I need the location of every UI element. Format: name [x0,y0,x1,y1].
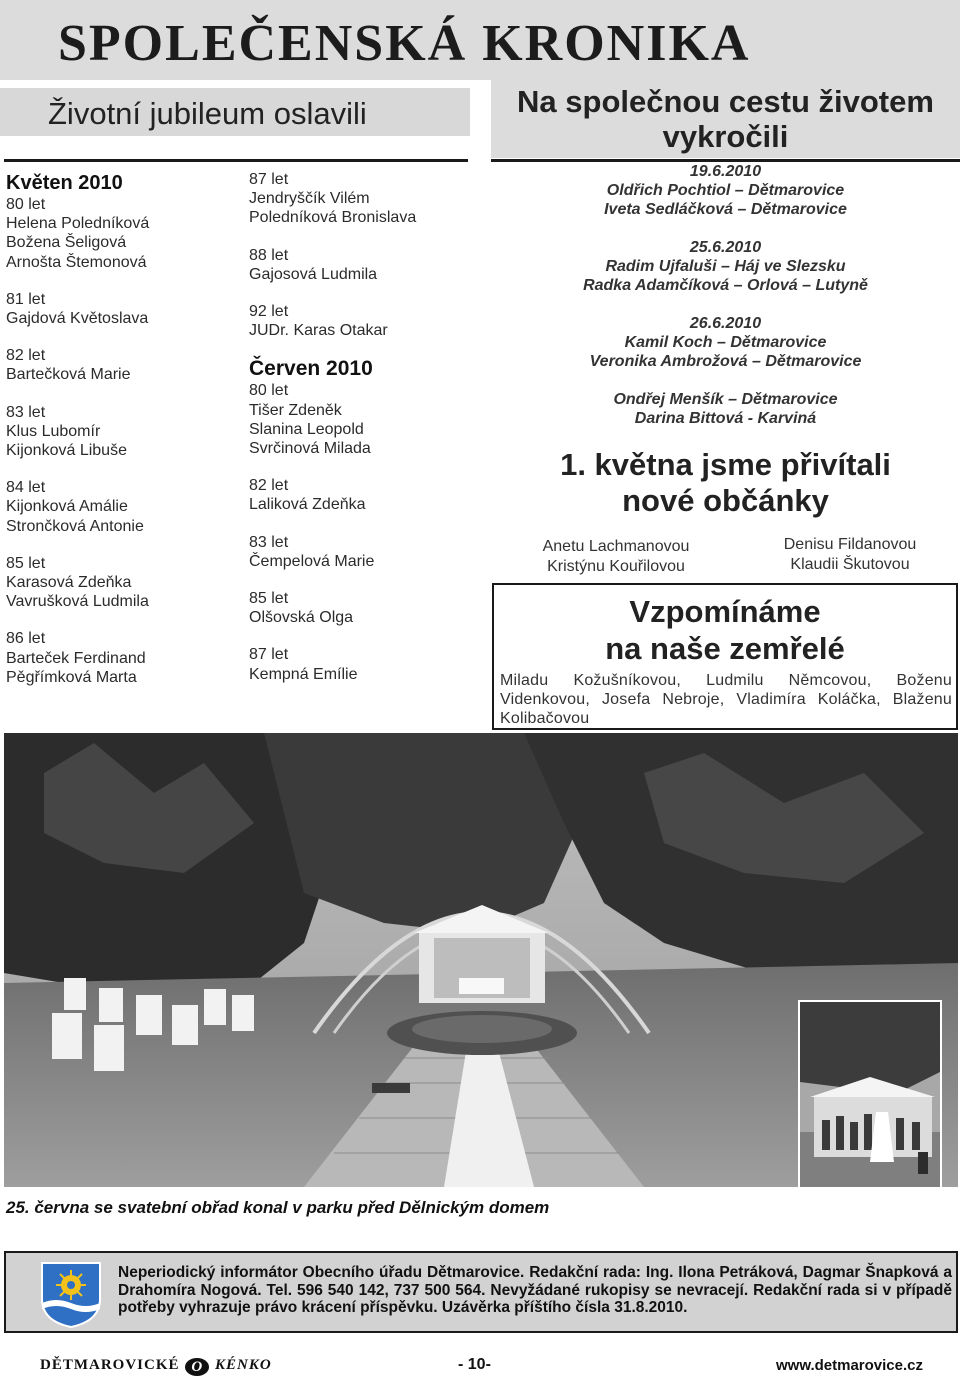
month-heading: Květen 2010 [6,172,123,194]
month-heading: Červen 2010 [249,357,373,381]
weddings-title-line: Na společnou cestu životem [517,84,934,119]
jubilant-name: JUDr. Karas Otakar [249,322,388,340]
wedding-partner: Darina Bittová - Karviná [634,410,817,427]
age-label: 86 let [6,630,46,648]
page-number: - 10- [458,1356,491,1373]
wedding-date: 19.6.2010 [689,163,762,180]
memorial-box [492,583,958,730]
jubilee-group [249,645,474,683]
wedding-entry [491,314,960,371]
newborn-name: Kristýnu Kouřilovou [547,557,685,575]
wedding-partner: Radim Ujfaluši – Háj ve Slezsku [605,258,846,275]
brand-o-logo: O [185,1358,209,1376]
jubilee-group [249,476,474,514]
jubilant-name: Tišer Zdeněk [249,401,342,419]
wedding-entry [491,238,960,295]
jubilant-name: Božena Šeligová [6,234,127,252]
jubilee-list [249,170,474,340]
jubilant-name: Jendryščík Vilém [249,190,370,208]
age-label: 82 let [6,347,46,365]
age-label: 88 let [249,246,289,264]
wedding-ceremony-photo [798,1000,942,1189]
inset-photo-illustration [800,1002,940,1187]
brand-prefix: DĚTMAROVICKÉ [40,1357,180,1373]
wedding-entry [491,162,960,219]
jubilant-name: Čempelová Marie [249,552,375,570]
photo-caption: 25. června se svatební obřad konal v parku před Dělnickým domem [6,1198,550,1217]
jubilant-name: Karasová Zdeňka [6,574,132,592]
jubilant-name: Gajosová Ludmila [249,265,378,283]
jubilant-name: Klus Lubomír [6,422,101,440]
brand-suffix: KÉNKO [215,1357,272,1373]
jubilant-name: Kijonková Amálie [6,498,128,516]
masthead [0,0,960,80]
weddings-list [491,162,960,447]
publisher-info-box [4,1251,958,1333]
jubilee-group [6,478,216,536]
jubilant-name: Strončková Antonie [6,517,144,535]
jubilant-name: Kempná Emílie [249,665,358,683]
memorial-title-line: Vzpomínáme [629,594,821,629]
newborns-list-right [740,535,960,574]
wedding-date: 26.6.2010 [689,315,762,332]
newborns-title [491,447,960,519]
jubilant-name: Helena Poledníková [6,215,150,233]
jubilee-group [249,589,474,627]
jubilee-title: Životní jubileum oslavili [48,96,367,131]
jubilee-group [6,629,216,687]
wedding-partner: Veronika Ambrožová – Dětmarovice [589,353,862,370]
jubilant-name: Olšovská Olga [249,609,354,627]
age-label: 85 let [6,554,46,572]
wedding-date: 25.6.2010 [689,239,762,256]
jubilant-name: Kijonková Libuše [6,442,127,460]
wedding-partner: Kamil Koch – Dětmarovice [624,334,827,351]
age-label: 80 let [249,382,289,400]
jubilee-group [249,381,474,458]
wedding-partner: Oldřich Pochtiol – Dětmarovice [606,182,845,199]
jubilant-name: Arnošta Štemonová [6,253,147,271]
jubilant-name: Barteček Ferdinand [6,649,146,667]
age-label: 92 let [249,303,289,321]
newborn-name: Klaudii Škutovou [790,555,910,573]
jubilee-group [249,533,474,571]
jubilee-group [6,554,216,612]
jubilant-name: Svrčinová Milada [249,440,371,458]
jubilee-list [6,195,216,687]
weddings-title [491,84,960,154]
wedding-partner: Iveta Sedláčková – Dětmarovice [604,201,847,218]
jubilee-group [249,170,474,228]
jubilee-group [6,403,216,461]
jubilee-group [6,290,216,328]
jubilee-group [249,246,474,284]
age-label: 83 let [249,533,289,551]
wedding-entry [491,390,960,428]
age-label: 87 let [249,171,289,188]
newborns-list-left [491,537,741,576]
age-label: 80 let [6,196,46,213]
newborns-title-line: nové občánky [622,483,829,518]
jubilant-name: Vavrušková Ludmila [6,593,149,611]
jubilant-name: Poledníková Bronislava [249,209,417,227]
age-label: 85 let [249,590,289,608]
jubilee-column-june [249,170,474,702]
weddings-title-line: vykročili [662,119,789,154]
newborns-title-line: 1. května jsme přivítali [560,447,891,482]
newborn-name: Anetu Lachmanovou [542,538,690,555]
jubilee-group [6,195,216,272]
age-label: 87 let [249,646,289,664]
jubilant-name: Bartečková Marie [6,366,131,384]
jubilant-name: Pěgřímková Marta [6,668,137,686]
memorial-title [494,593,956,667]
jubilant-name: Laliková Zdeňka [249,496,366,514]
masthead-title: SPOLEČENSKÁ KRONIKA [58,15,751,72]
jubilee-list [249,381,474,683]
age-label: 83 let [6,403,46,421]
website-link[interactable]: www.detmarovice.cz [776,1357,923,1374]
jubilant-name: Gajdová Květoslava [6,310,149,328]
wedding-partner: Ondřej Menšík – Dětmarovice [613,391,838,408]
age-label: 81 let [6,290,46,308]
jubilant-name: Slanina Leopold [249,420,364,438]
jubilee-group [6,346,216,384]
memorial-title-line: na naše zemřelé [605,631,845,666]
jubilee-column-may [6,172,216,705]
memorial-text: Miladu Kožušníkovou, Ludmilu Němcovou, Boženu Videnkovou, Josefa Nebroje, Vladimíra Koláčka, Blaženu Kolibačovou [500,672,952,727]
newborn-name: Denisu Fildanovou [783,536,917,553]
age-label: 82 let [249,477,289,495]
divider [4,159,468,162]
municipal-crest-icon [40,1261,102,1329]
wedding-partner: Radka Adamčíková – Orlová – Lutyně [583,277,868,294]
newsletter-brand [40,1357,272,1376]
publisher-info-text: Neperiodický informátor Obecního úřadu Dětmarovice. Redakční rada: Ing. Ilona Petráková, Dagmar Šnapková a Drahomíra Nogová. Tel. 596 540 142, 737 500 564. Nevyžádané rukopisy se nevracejí. Redakční rada si v případě potřeby vyhrazuje právo krácení příspěvku. Uzávěrka příštího čísla 31.8.2010. [118,1264,952,1316]
age-label: 84 let [6,479,46,497]
jubilee-group [249,302,474,340]
